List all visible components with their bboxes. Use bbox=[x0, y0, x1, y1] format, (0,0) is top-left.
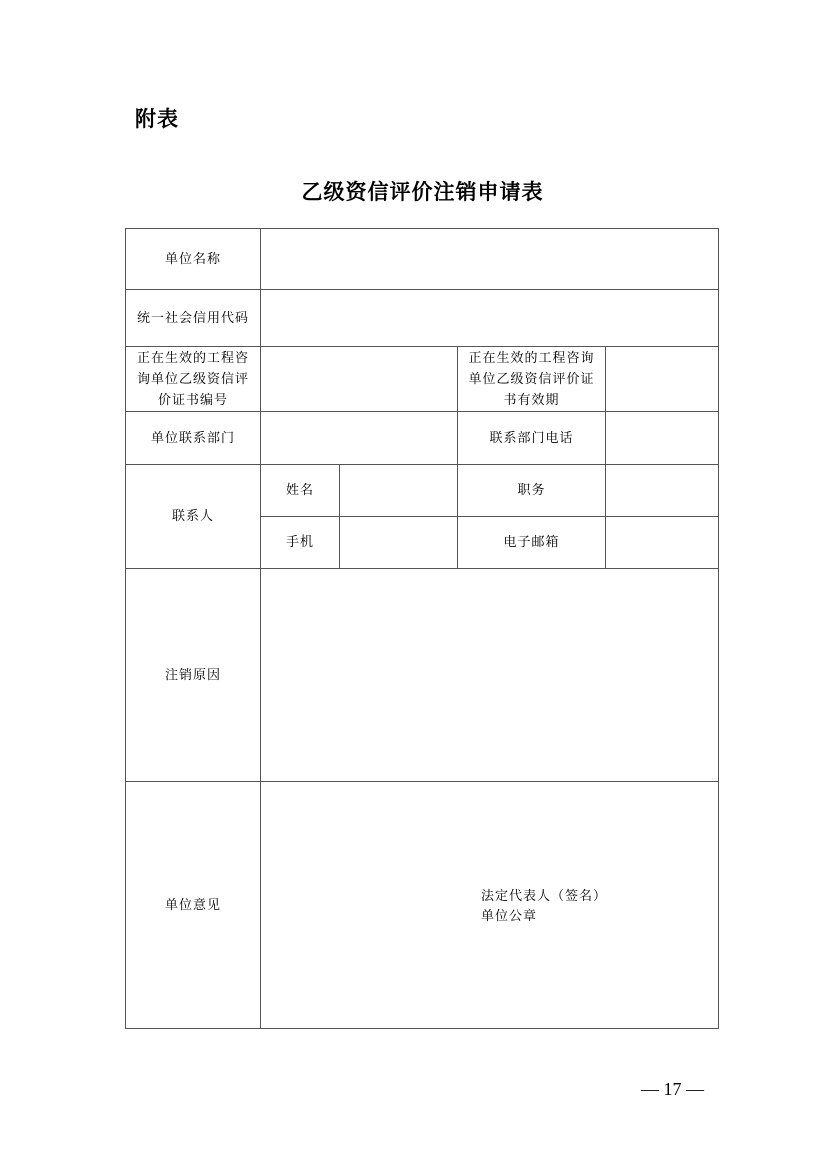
row-unit-opinion bbox=[126, 782, 719, 1029]
signature-block bbox=[481, 887, 607, 927]
email-field[interactable] bbox=[606, 517, 719, 569]
mobile-field[interactable] bbox=[340, 517, 458, 569]
page-number: — 17 — bbox=[641, 1079, 704, 1099]
unit-opinion-label: 单位意见 bbox=[126, 782, 261, 1029]
legal-rep-signature-label: 法定代表人（签名） bbox=[481, 889, 608, 904]
cert-validity-field[interactable] bbox=[606, 347, 719, 412]
dept-phone-field[interactable] bbox=[606, 412, 719, 465]
contact-dept-field[interactable] bbox=[261, 412, 458, 465]
cert-validity-label-line: 正在生效的工程咨询 bbox=[468, 350, 595, 366]
cancel-reason-label: 注销原因 bbox=[126, 569, 261, 782]
cert-number-field[interactable] bbox=[261, 347, 458, 412]
cert-number-label-line: 价证书编号 bbox=[157, 392, 228, 408]
unit-name-field[interactable] bbox=[261, 229, 719, 290]
cancellation-application-form bbox=[125, 228, 719, 1029]
position-field[interactable] bbox=[606, 465, 719, 517]
credit-code-field[interactable] bbox=[261, 290, 719, 347]
name-label: 姓名 bbox=[261, 465, 340, 517]
unit-name-label: 单位名称 bbox=[126, 229, 261, 290]
dept-phone-label: 联系部门电话 bbox=[458, 412, 606, 465]
row-credit-code bbox=[126, 290, 719, 347]
contact-person-label: 联系人 bbox=[126, 465, 261, 569]
appendix-label: 附表 bbox=[135, 107, 179, 131]
unit-seal-label: 单位公章 bbox=[481, 909, 538, 924]
position-label: 职务 bbox=[458, 465, 606, 517]
name-field[interactable] bbox=[340, 465, 458, 517]
cert-number-label-line: 正在生效的工程咨 bbox=[136, 350, 249, 366]
cert-validity-label-line: 书有效期 bbox=[503, 392, 560, 408]
row-contact-dept bbox=[126, 412, 719, 465]
row-cancel-reason bbox=[126, 569, 719, 782]
row-certificate bbox=[126, 347, 719, 412]
email-label: 电子邮箱 bbox=[458, 517, 606, 569]
contact-dept-label: 单位联系部门 bbox=[126, 412, 261, 465]
row-unit-name bbox=[126, 229, 719, 290]
row-contact-name bbox=[126, 465, 719, 517]
cert-number-label bbox=[126, 347, 261, 412]
form-title: 乙级资信评价注销申请表 bbox=[301, 180, 544, 204]
credit-code-label: 统一社会信用代码 bbox=[126, 290, 261, 347]
cert-number-label-line: 询单位乙级资信评 bbox=[136, 371, 249, 387]
mobile-label: 手机 bbox=[261, 517, 340, 569]
cert-validity-label bbox=[458, 347, 606, 412]
cert-validity-label-line: 单位乙级资信评价证 bbox=[468, 371, 595, 387]
cancel-reason-field[interactable] bbox=[261, 569, 719, 782]
